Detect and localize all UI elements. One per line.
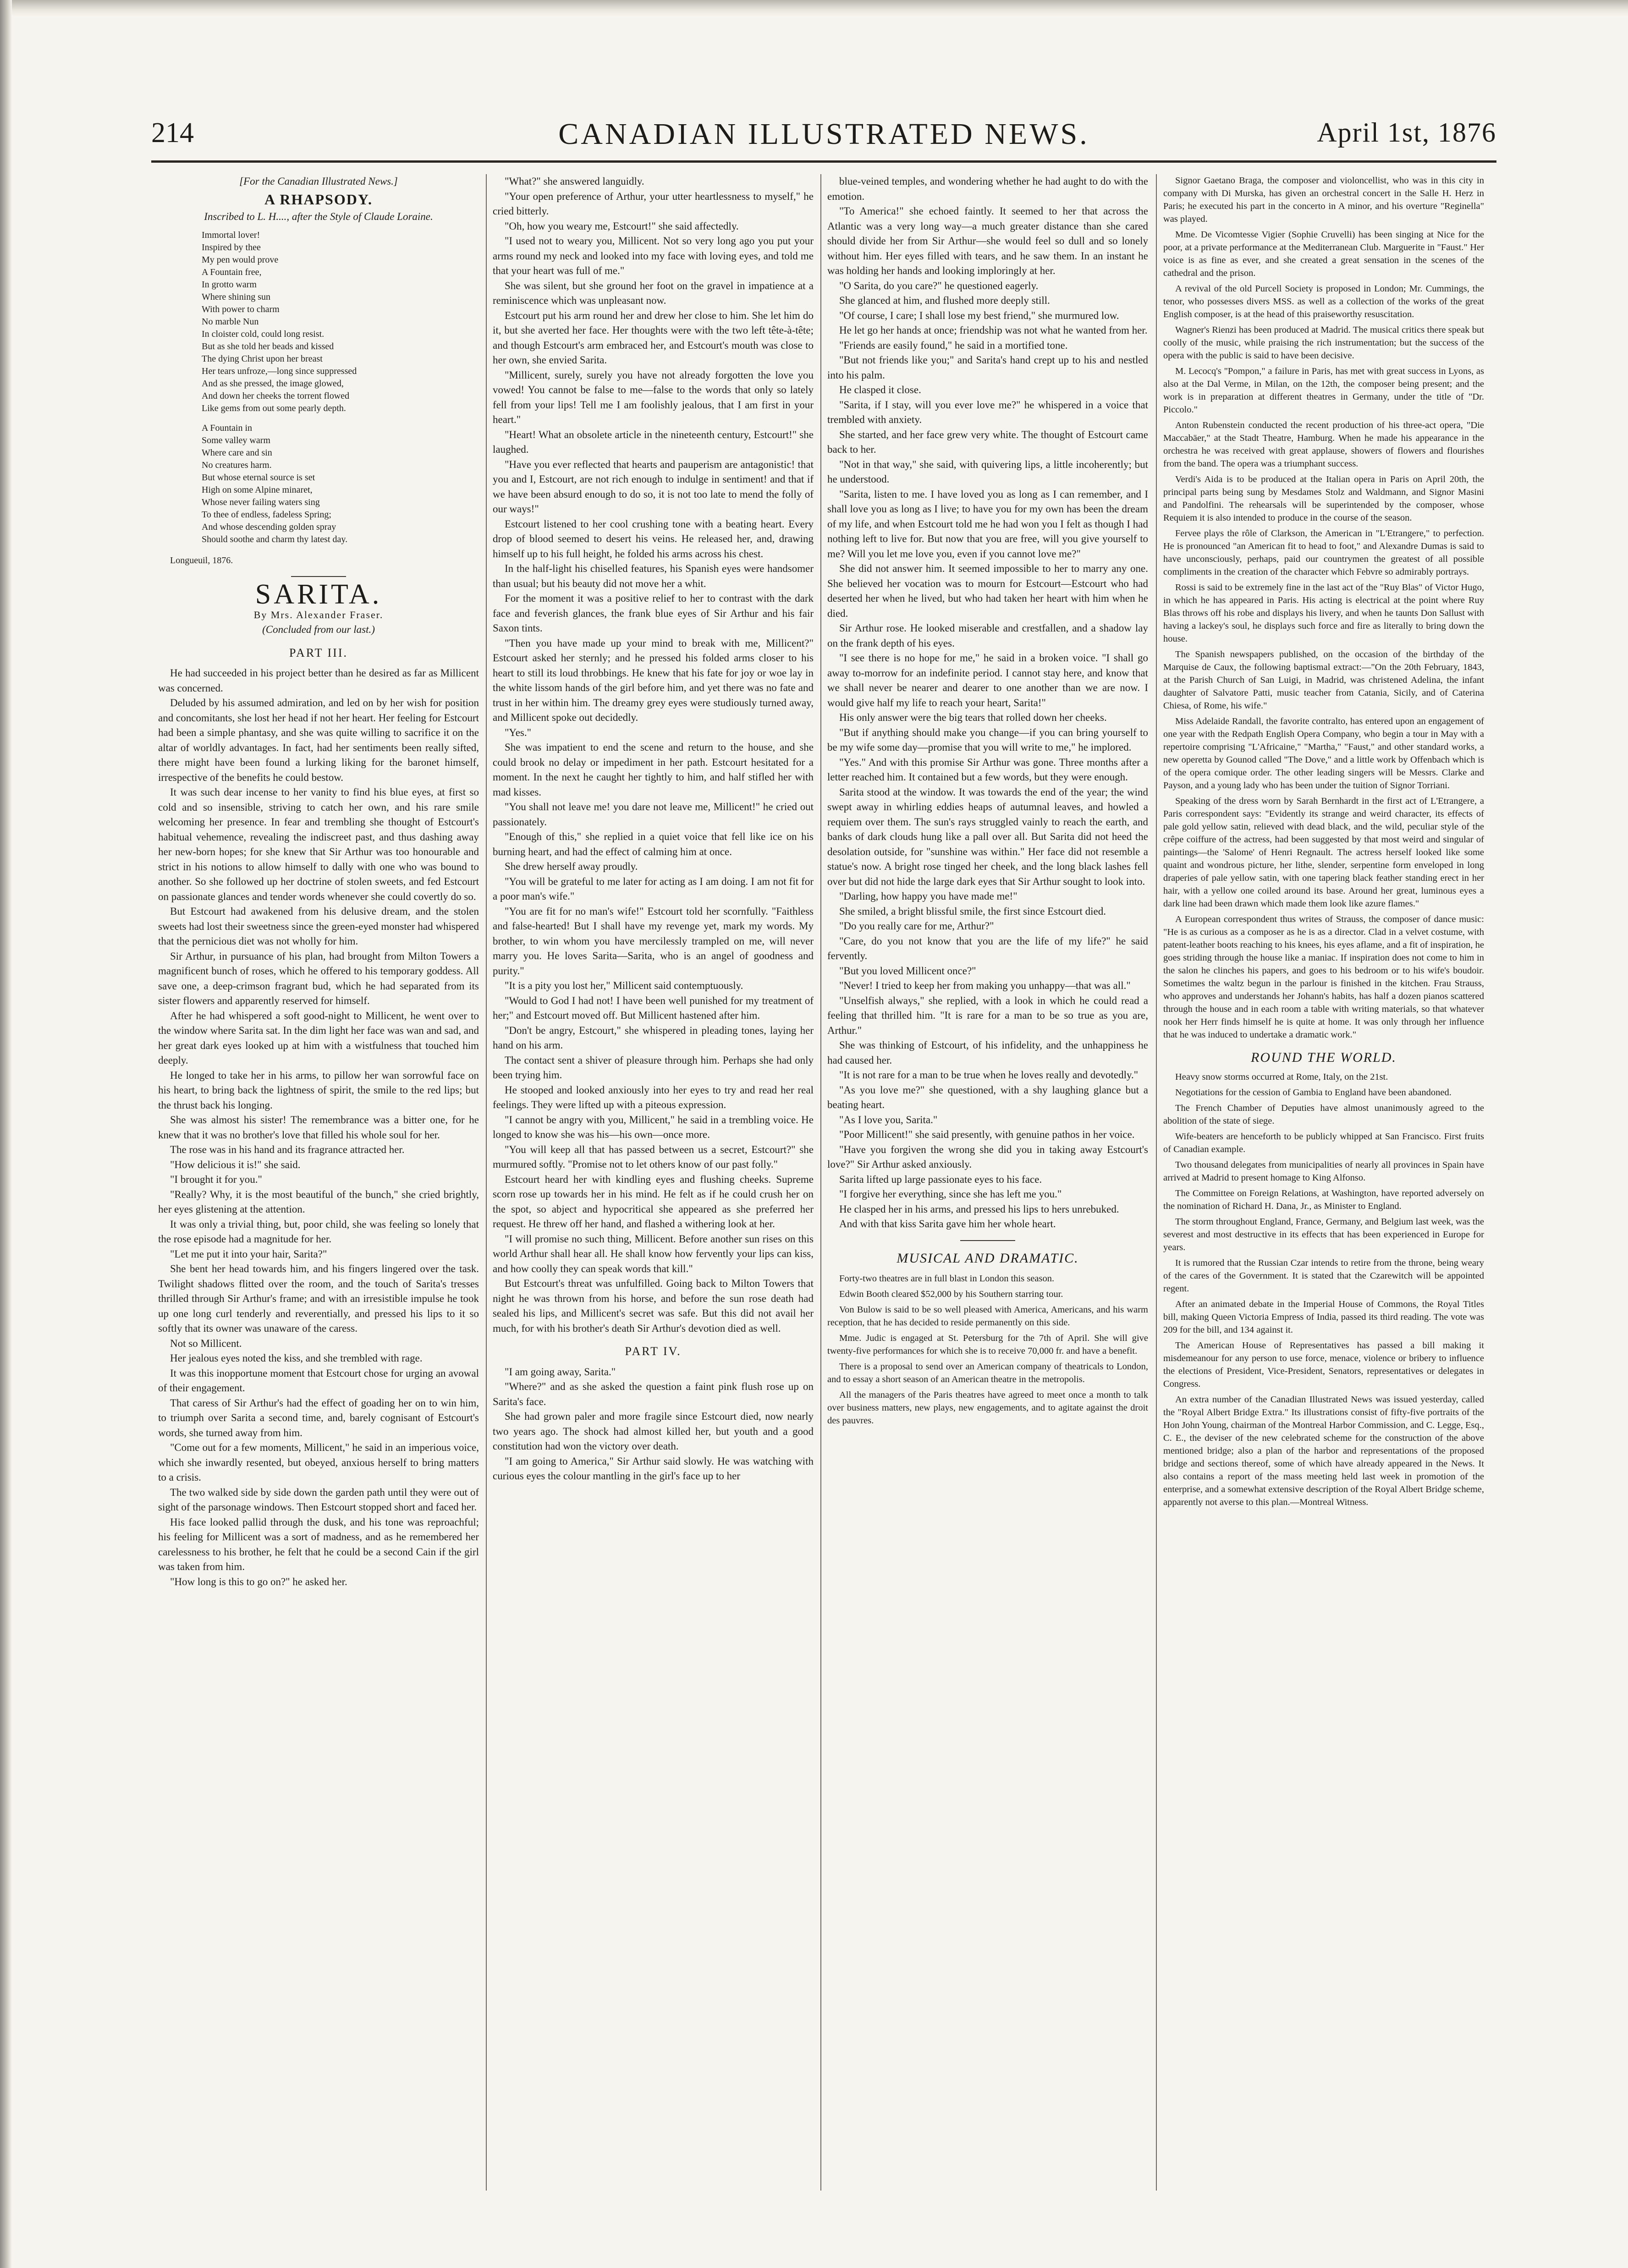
news-item: The Committee on Foreign Relations, at Washington, have reported adversely on the nomination of Richard H. Dana, Jr., as Minister to England. (1163, 1188, 1484, 1211)
paragraph: She was almost his sister! The remembrance was a bitter one, for he knew that it was no brother's love that filled his whole soul for her. (158, 1114, 479, 1141)
paragraph: Her jealous eyes noted the kiss, and she trembled with rage. (170, 1352, 423, 1364)
paragraph: "You will keep all that has passed between us a secret, Estcourt?" she murmured softly. "Promise not to let others know of our past folly." (493, 1143, 814, 1170)
paragraph: He longed to take her in his arms, to pillow her wan sorrowful face on his heart, to bring back the lightness of spirit, the smile to the red lips; but the thrust back his longing. (158, 1069, 479, 1111)
poem-line: Whose never failing waters sing (202, 497, 320, 507)
musical-notes (827, 1272, 1148, 1427)
paragraph: "Have you ever reflected that hearts and pauperism are antagonistic! that you and I, Estcourt, are not rich enough to indulge in sentiment! and that if we have been absurd enough to do so, it is not too late to mend the folly of our ways!" (493, 458, 814, 515)
paragraph: His only answer were the big tears that rolled down her cheeks. (839, 712, 1107, 723)
paragraph: "You are fit for no man's wife!" Estcourt told her scornfully. "Faithless and false-hearted! But I shall have my revenge yet, mark my words. My brother, to win whom you have mercilessly trampled on me, will never marry you. He loves Sarita—Sarita, who is an angel of goodness and purity." (493, 905, 814, 977)
poem-line: Inspired by thee (202, 242, 261, 253)
poem-line: But whose eternal source is set (202, 472, 315, 483)
scan-edge-left (0, 0, 12, 2268)
separator (960, 1240, 1015, 1241)
poem-line: No marble Nun (202, 316, 259, 327)
poem-line: High on some Alpine minaret, (202, 484, 313, 495)
news-item: Negotiations for the cession of Gambia to England have been abandoned. (1175, 1087, 1452, 1098)
paragraph: Sir Arthur rose. He looked miserable and crestfallen, and a shadow lay on the frank depth of his eyes. (827, 622, 1148, 649)
paragraph: Estcourt heard her with kindling eyes and flushing cheeks. Supreme scorn rose up towards her in his mind. He felt as if he could crush her on the spot, so abject and hypocritical she appeared as she preferred her request. He threw off her hand, and flashed a withering look at her. (493, 1173, 814, 1230)
poem-title: A RHAPSODY. (264, 191, 373, 208)
paragraph: She smiled, a bright blissful smile, the first since Estcourt died. (839, 905, 1106, 917)
poem-stanza (202, 229, 479, 415)
poem-line: Should soothe and charm thy latest day. (202, 534, 348, 544)
round-the-world-items (1163, 1071, 1484, 1509)
paragraph: "But if anything should make you change—if you can bring yourself to be my wife some day—promise that you will write to me," he implored. (827, 726, 1148, 753)
paragraph: "Enough of this," she replied in a quiet voice that fell like ice on his burning heart, and had the effect of calming him at once. (493, 831, 814, 857)
paragraph: "As I love you, Sarita." (839, 1114, 938, 1126)
paragraph: In the half-light his chiselled features, his Spanish eyes were handsomer than usual; but his beauty did not move her a whit. (493, 563, 814, 589)
paragraph: "Poor Millicent!" she said presently, with genuine pathos in her voice. (839, 1129, 1135, 1140)
paragraph: His face looked pallid through the dusk, and his tone was reproachful; his feeling for Millicent was a sort of madness, and as he remembered her carelessness to his brother, he felt that he could be a second Cain if the girl was taken from him. (158, 1516, 479, 1572)
paragraph: "Of course, I care; I shall lose my best friend," she murmured low. (839, 309, 1119, 321)
story-continued-note: (Concluded from our last.) (262, 624, 375, 635)
poem-line: The dying Christ upon her breast (202, 353, 323, 364)
paragraph: It was only a trivial thing, but, poor child, she was feeling so lonely that the rose episode had a magnitude for her. (158, 1218, 479, 1245)
poem-line: Some valley warm (202, 435, 270, 445)
column-rule (1156, 174, 1157, 2191)
poem-line: No creatures harm. (202, 460, 272, 470)
poem-line: Like gems from out some pearly depth. (202, 403, 346, 413)
news-item: Fervee plays the rôle of Clarkson, the American in "L'Etrangere," to perfection. He is pronounced "an American fit to head to foot," and Alexandre Dumas is said to have unconsciously, perhaps, paid our countrymen the greatest of all possible compliments in the creation of the character which Febvre so admirably portrays. (1163, 528, 1484, 577)
issue-date: April 1st, 1876 (1317, 117, 1496, 148)
paragraph: "Oh, how you weary me, Estcourt!" she said affectedly. (505, 220, 739, 232)
paragraph: "Heart! What an obsolete article in the nineteenth century, Estcourt!" she laughed. (493, 428, 814, 455)
paragraph: Sarita stood at the window. It was towards the end of the year; the wind swept away in whirling eddies heaps of autumnal leaves, and howled a requiem over them. The sun's rays struggled vainly to reach the earth, and banks of dark clouds hung like a pall over all. But Sarita did not heed the desolation outside, for "sunshine was within." Her face did not resemble a statue's now. A bright rose tinged her cheek, and the long black lashes fell over but did not hide the large dark eyes that Sir Arthur sought to look into. (827, 786, 1148, 887)
paragraph: "Friends are easily found," he said in a mortified tone. (839, 339, 1068, 351)
column-2 (493, 174, 814, 2191)
news-item: Anton Rubenstein conducted the recent production of his three-act opera, "Die Maccabäer," at the Stadt Theatre, Hamburg. When he made his appearance in the orchestra he was received with great applause, showers of flowers and flourishes from the band. The opera was a triumphant success. (1163, 420, 1484, 469)
paragraph: "Come out for a few moments, Millicent," he said in an imperious voice, which she inwardly resented, but obeyed, anxious herself to bring matters to a crisis. (158, 1442, 479, 1483)
paragraph: "Yes." And with this promise Sir Arthur was gone. Three months after a letter reached him. It contained but a few words, but they were enough. (827, 756, 1148, 783)
news-item: An extra number of the Canadian Illustrated News was issued yesterday, called the "Royal Albert Bridge Extra." Its illustrations consist of fifty-five portraits of the Hon John Young, chairman of the Montreal Harbor Commission, and C. Legge, Esq., C. E., the deviser of the new celebrated scheme for the construction of the above mentioned bridge; also a plan of the harbor and representations of the proposed bridge and sections thereof, some of which have already appeared in the News. It also contains a report of the mass meeting held last week in promotion of the enterprise, and a somewhat extensive description of the Royal Albert Bridge scheme, apparently not averse to this plan.—Montreal Witness. (1163, 1395, 1484, 1507)
paragraph: Deluded by his assumed admiration, and led on by her wish for position and concomitants, she lost her head if not her heart. Her feeling for Estcourt had been a simple phantasy, and she was quite willing to sacrifice it on the altar of worldly advantages. In fact, had her sentiments been really sifted, there might have been found a lurking liking for the baronet himself, irrespective of the benefits he could bestow. (158, 697, 479, 783)
paragraph: "Then you have made up your mind to break with me, Millicent?" Estcourt asked her sternly; and he pressed his folded arms closer to his heart to still its loud throbbings. He knew that his fate for joy or woe lay in the white lissom hands of the girl before him, and yet there was no fate and trust in her within him. The dreamy grey eyes were studiously turned away, and Millicent spoke out decidedly. (493, 637, 814, 723)
masthead: CANADIAN ILLUSTRATED NEWS. (558, 117, 1089, 151)
paragraph: "Have you forgiven the wrong she did you in taking away Estcourt's love?" Sir Arthur asked anxiously. (827, 1143, 1148, 1170)
paragraph: She was thinking of Estcourt, of his infidelity, and the unhappiness he had caused her. (827, 1039, 1148, 1066)
paragraph: But Estcourt's threat was unfulfilled. Going back to Milton Towers that night he was thrown from his horse, and before the sun rose death had sealed his lips, and Millicent's secret was safe. But this did not avail her much, for with his brother's death Sir Arthur's devotion died as well. (493, 1278, 814, 1334)
column-1 (158, 174, 479, 2191)
paragraph: "Let me put it into your hair, Sarita?" (170, 1248, 327, 1260)
paragraph: Not so Millicent. (170, 1337, 242, 1349)
news-item: The Spanish newspapers published, on the occasion of the birthday of the Marquise de Caux, the following baptismal extract:—"On the 20th February, 1843, at the Parish Church of San Luigi, in Madrid, was christened Adelina, the infant daughter of Salvatore Patti, music teacher from Catania, Sicily, and of Caterina Chiesa, of Rome, his wife." (1163, 649, 1484, 711)
paragraph: "How long is this to go on?" he asked her. (170, 1576, 347, 1587)
column-rule (486, 174, 487, 2191)
poem-line: To thee of endless, fadeless Spring; (202, 509, 331, 520)
paragraph: "What?" she answered languidly. (505, 176, 644, 187)
story-text (158, 666, 479, 1589)
paragraph: "I used not to weary you, Millicent. Not so very long ago you put your arms round my neck and looked into my face with loving eyes, and told me that your heart was full of me." (493, 235, 814, 276)
poem-body (202, 229, 479, 546)
story-text (493, 174, 814, 1336)
musical-dramatic-heading: MUSICAL AND DRAMATIC. (896, 1250, 1079, 1266)
paragraph: But Estcourt had awakened from his delusive dream, and the stolen sweets had lost their sweetness since the green-eyed monster had whispered that the pernicious diet was not wholly for him. (158, 906, 479, 947)
paragraph: That caress of Sir Arthur's had the effect of goading her on to win him, to triumph over Sarita a second time, and, barely cognisant of Estcourt's words, she turned away from him. (158, 1397, 479, 1439)
story-byline: By Mrs. Alexander Fraser. (253, 609, 384, 621)
paragraph: Sir Arthur, in pursuance of his plan, had brought from Milton Towers a magnificent bunch of roses, which he offered to his temporary goddess. All save one, a deep-crimson fragrant bud, which he had separated from its sister flowers and apparently reserved for himself. (158, 950, 479, 1006)
poem-line: But as she told her beads and kissed (202, 341, 334, 351)
news-item: Mme. De Vicomtesse Vigier (Sophie Cruvelli) has been singing at Nice for the poor, at a private performance at the Mediterranean Club. Marguerite in "Faust." Her voice is as fine as ever, and she created a great sensation in the scenes of the cathedral and the prison. (1163, 230, 1484, 278)
poem-line: In grotto warm (202, 279, 257, 290)
paragraph: "I forgive her everything, since she has left me you." (839, 1188, 1062, 1200)
paragraph: "It is a pity you lost her," Millicent said contemptuously. (505, 980, 743, 991)
page-header (151, 117, 1496, 158)
poem-line: Where care and sin (202, 447, 272, 458)
paragraph: "I cannot be angry with you, Millicent," he said in a trembling voice. He longed to know she was his—his own—once more. (493, 1114, 814, 1140)
paragraph: "O Sarita, do you care?" he questioned eagerly. (839, 280, 1039, 291)
paragraph: "But you loved Millicent once?" (839, 965, 976, 977)
news-item: Edwin Booth cleared $52,000 by his Southern starring tour. (839, 1289, 1063, 1299)
paragraph: And with that kiss Sarita gave him her whole heart. (839, 1218, 1056, 1230)
part-heading: PART III. (289, 646, 348, 659)
scan-edge-top (0, 0, 1628, 16)
paragraph: She was impatient to end the scene and return to the house, and she could brook no delay or impediment in her path. Estcourt hesitated for a moment. In the next he caught her tightly to him, and half stifled her with mad kisses. (493, 741, 814, 798)
poem-line: With power to charm (202, 304, 280, 314)
news-item: The storm throughout England, France, Germany, and Belgium last week, was the severest and most destructive in its effects that has been experienced in Europe for years. (1163, 1217, 1484, 1252)
paragraph: "Care, do you not know that you are the life of my life?" he said fervently. (827, 935, 1148, 961)
story-text (493, 1365, 814, 1484)
news-item: The American House of Representatives has passed a bill making it misdemeanour for any person to use force, menace, violence or bribery to influence the elections of President, Vice-President, Senators, representatives or delegates in Congress. (1163, 1340, 1484, 1389)
news-item: Wagner's Rienzi has been produced at Madrid. The musical critics there speak but coolly of the music, while praising the rich instrumentation; but the success of the opera with the public is said to have been decisive. (1163, 325, 1484, 361)
paragraph: The rose was in his hand and its fragrance attracted her. (170, 1144, 405, 1155)
paragraph: She bent her head towards him, and his fingers lingered over the task. Twilight shadows flitted over the room, and the touch of Sarita's tresses thrilled through Sir Arthur's frame; and with an irresistible impulse he took up one long curl tenderly and reverentially, and pressed his lips to it so softly that its owner was unaware of the caress. (158, 1263, 479, 1334)
news-item: A revival of the old Purcell Society is proposed in London; Mr. Cummings, the tenor, who possesses divers MSS. as well as a collection of the works of the great English composer, is at the head of this praiseworthy resuscitation. (1163, 284, 1484, 319)
paragraph: After he had whispered a soft good-night to Millicent, he went over to the window where Sarita sat. In the dim light her face was wan and sad, and her great dark eyes looked up at him with a wistfulness that touched him deeply. (158, 1010, 479, 1066)
poem-line: Immortal lover! (202, 230, 260, 240)
news-item: Heavy snow storms occurred at Rome, Italy, on the 21st. (1175, 1072, 1388, 1082)
news-item: Two thousand delegates from municipalities of nearly all provinces in Spain have arrived at Madrid to present homage to King Alfonso. (1163, 1160, 1484, 1183)
story-text (827, 174, 1148, 1232)
poem-line: A Fountain in (202, 423, 253, 433)
paragraph: "Don't be angry, Estcourt," she whispered in pleading tones, laying her hand on his arm. (493, 1024, 814, 1051)
paragraph: "I brought it for you." (170, 1174, 262, 1185)
paragraph: "Not in that way," she said, with quivering lips, a little incoherently; but he understood. (827, 458, 1148, 485)
news-item: Forty-two theatres are in full blast in London this season. (839, 1274, 1055, 1284)
poem-line: A Fountain free, (202, 267, 262, 277)
poem-stanza (202, 422, 479, 546)
musical-notes (1163, 174, 1484, 1041)
column-4 (1163, 174, 1484, 2191)
part-heading: PART IV. (625, 1345, 682, 1358)
paragraph: "Where?" and as she asked the question a faint pink flush rose up on Sarita's face. (493, 1381, 814, 1407)
paragraph: "Never! I tried to keep her from making you unhappy—that was all." (839, 980, 1131, 991)
separator (291, 576, 346, 577)
paragraph: Sarita lifted up large passionate eyes to his face. (839, 1173, 1042, 1185)
poem-line: And as she pressed, the image glowed, (202, 378, 344, 389)
paragraph: "Do you really care for me, Arthur?" (839, 920, 994, 932)
paragraph: He stooped and looked anxiously into her eyes to try and read her real feelings. They were lifted up with a piteous expression. (493, 1084, 814, 1110)
paragraph: "Would to God I had not! I have been well punished for my treatment of her;" and Estcourt moved off. But Millicent hastened after him. (493, 994, 814, 1021)
news-item: There is a proposal to send over an American company of theatricals to London, and to essay a short season of an American theatre in the metropolis. (827, 1362, 1148, 1384)
news-item: Speaking of the dress worn by Sarah Bernhardt in the first act of L'Etrangere, a Paris correspondent says: "Evidently its strange and weird character, its effects of pale gold yellow satin, relieved with dead black, and the wild, peculiar style of the crêpe coiffure of the actress, had been suggested by that most weird and singular of paintings—the 'Salome' of Henri Regnault. The actress herself looked like some quaint and wondrous picture, her lithe, slender, serpentine form enveloped in long draperies of pale yellow satin, with one tapering black feather standing erect in her hair, with a yellow one coiled around its base. Around her great, luminous eyes a dark line had been drawn which made them look like azure flames." (1163, 796, 1484, 909)
round-the-world-heading: ROUND THE WORLD. (1251, 1050, 1397, 1065)
news-item: Von Bulow is said to be so well pleased with America, Americans, and his warm reception, that he has decided to reside permanently on this side. (827, 1305, 1148, 1328)
paragraph: "Sarita, if I stay, will you ever love me?" he whispered in a voice that trembled with anxiety. (827, 399, 1148, 425)
poem-line: In cloister cold, could long resist. (202, 329, 324, 339)
paragraph: "You will be grateful to me later for acting as I am doing. I am not fit for a poor man's wife." (493, 875, 814, 902)
paragraph: She drew herself away proudly. (505, 861, 638, 872)
news-item: Verdi's Aida is to be produced at the Italian opera in Paris on April 20th, the principal parts being sung by Mesdames Stolz and Waldmann, and Signor Masini and Pandolfini. The rehearsals will be superintended by the composer, whose Requiem it is also intended to produce in the course of the season. (1163, 474, 1484, 523)
paragraph: The contact sent a shiver of pleasure through him. Perhaps she had only been trying him. (493, 1054, 814, 1081)
paragraph: "Really? Why, it is the most beautiful of the bunch," she cried brightly, her eyes glistening at the attention. (158, 1188, 479, 1215)
news-item: The French Chamber of Deputies have almost unanimously agreed to the abolition of the state of siege. (1163, 1103, 1484, 1126)
paragraph: "Yes." (505, 726, 531, 738)
news-item: Signor Gaetano Braga, the composer and violoncellist, who was in this city in company with Di Murska, has given an orchestral concert in the Salle H. Herz in Paris; he executed his part in the concerto in A minor, and his overture "Reginella" was played. (1163, 176, 1484, 224)
paragraph: She glanced at him, and flushed more deeply still. (839, 295, 1050, 306)
news-item: Mme. Judic is engaged at St. Petersburg for the 7th of April. She will give twenty-five performances for which she is to receive 70,000 fr. and have a benefit. (827, 1333, 1148, 1356)
paragraph: It was such dear incense to her vanity to find his blue eyes, at first so cold and so insensible, striving to catch her own, and his rare smile welcoming her presence. In fear and trembling she thought of Estcourt's habitual vehemence, revealing the indiscreet past, and thus dashing away her new-born hopes; for she knew that Sir Arthur was too honourable and strict in his notions to allow himself to dally with one who was bound to another. So she followed up her doctrine of stolen sweets, and fed Estcourt on passionate glances and tender words whenever she could covertly do so. (158, 786, 479, 902)
news-item: Wife-beaters are henceforth to be publicly whipped at San Francisco. First fruits of Canadian example. (1163, 1131, 1484, 1154)
paragraph: For the moment it was a positive relief to her to contrast with the dark face and feverish glances, the frank blue eyes of Sir Arthur and his fair Saxon tints. (493, 593, 814, 634)
column-rule (820, 174, 821, 2191)
paragraph: She was silent, but she ground her foot on the gravel in impatience at a reminiscence which was unpleasant now. (493, 280, 814, 306)
header-rule (151, 160, 1496, 163)
poem-dateline: Longueuil, 1876. (170, 555, 233, 566)
paragraph: "Sarita, listen to me. I have loved you as long as I can remember, and I shall love you as long as I live; to have you for my own has been the dream of my life, and when Estcourt told me he had won you I felt as though I had nothing left to live for. But now that you are free, will you give yourself to me? Will you let me love you, even if you cannot love me?" (827, 488, 1148, 560)
paragraph: blue-veined temples, and wondering whether he had aught to do with the emotion. (827, 176, 1148, 202)
news-item: Miss Adelaide Randall, the favorite contralto, has entered upon an engagement of one year with the Redpath English Opera Company, who begin a tour in May with a repertoire comprising "L'Africaine," "Martha," "Faust," and other standard works, a new operetta by Gounod called "The Dove," and a little work by Offenbach which is of the opera comique order. The other leading singers will be Messrs. Clarke and Payson, and a young lady who has been under the tuition of Signor Torriani. (1163, 716, 1484, 791)
news-item: M. Lecocq's "Pompon," a failure in Paris, has met with great success in Lyons, as also at the Dal Verme, in Milan, on the 12th, the composer being present; and the work is in preparation at different theatres in Germany, under the title of "Dr. Piccolo." (1163, 366, 1484, 415)
paragraph: "To America!" she echoed faintly. It seemed to her that across the Atlantic was a very long way—a much greater distance than she cared should divide her from Sir Arthur—she would feel so dull and so lonely without him. Her eyes filled with tears, and he saw them. In an instant he was holding her hands and looking imploringly at her. (827, 205, 1148, 276)
paragraph: "You shall not leave me! you dare not leave me, Millicent!" he cried out passionately. (493, 801, 814, 828)
news-item: It is rumored that the Russian Czar intends to retire from the throne, being weary of the cares of the Government. It is stated that the Czarewitch will be appointed regent. (1163, 1258, 1484, 1294)
paragraph: "Unselfish always," she replied, with a look in which he could read a feeling that thrilled him. "It is rare for a man to be so true as you are, Arthur." (827, 994, 1148, 1036)
paragraph: "Millicent, surely, surely you have not already forgotten the love you vowed! You cannot be false to me—false to the words that only so lately fell from your lips! Tell me I am foolishly jealous, that I am first in your heart." (493, 369, 814, 425)
paragraph: She did not answer him. It seemed impossible to her to marry any one. She believed her vocation was to mourn for Estcourt—Estcourt who had deserted her when he lived, but who had taken her heart with him when he died. (827, 563, 1148, 619)
column-3 (827, 174, 1148, 2191)
paragraph: It was this inopportune moment that Estcourt chose for urging an avowal of their engagement. (158, 1367, 479, 1394)
poem-line: And down her cheeks the torrent flowed (202, 390, 350, 401)
paragraph: "How delicious it is!" she said. (170, 1159, 301, 1170)
poem-line: And whose descending golden spray (202, 522, 336, 532)
poem-line: Her tears unfroze,—long since suppressed (202, 366, 357, 376)
paragraph: Estcourt listened to her cool crushing tone with a beating heart. Every drop of blood seemed to desert his veins. He released her, and, drawing himself up to his full height, he folded his arms across his chest. (493, 518, 814, 560)
paragraph: He had succeeded in his project better than he desired as far as Millicent was concerned. (158, 667, 479, 694)
paragraph: He clasped her in his arms, and pressed his lips to hers unrebuked. (839, 1203, 1119, 1215)
paragraph: She had grown paler and more fragile since Estcourt died, now nearly two years ago. The shock had almost killed her, but youth and a good constitution had won the victory over death. (493, 1411, 814, 1452)
paragraph: "I will promise no such thing, Millicent. Before another sun rises on this world Arthur shall hear all. He shall know how fervently your lips can kiss, and how coolly they can speak words that kill." (493, 1233, 814, 1274)
story-title: SARITA. (255, 579, 382, 610)
page-number: 214 (151, 117, 194, 148)
paragraph: "As you love me?" she questioned, with a shy laughing glance but a beating heart. (827, 1084, 1148, 1110)
news-item: All the managers of the Paris theatres have agreed to meet once a month to talk over business matters, new plays, new engagements, and to agitate against the droit des pauvres. (827, 1390, 1148, 1426)
paragraph: "I see there is no hope for me," he said in a broken voice. "I shall go away to-morrow for an indefinite period. I cannot stay here, and know that we shall never be nearer and dearer to one another than we are now. I would give half my life to reach your heart, Sarita!" (827, 652, 1148, 708)
paragraph: "Your open preference of Arthur, your utter heartlessness to myself," he cried bitterly. (493, 190, 814, 217)
poem-attribution: [For the Canadian Illustrated News.] (239, 176, 398, 187)
news-item: A European correspondent thus writes of Strauss, the composer of dance music: "He is as curious as a composer as he is as a director. Clad in a velvet costume, with patent-leather boots reaching to his knees, his eyes aflame, and a fit of inspiration, he goes striding through the house like a maniac. If inspiration does not come to him in the salon he clinches his papers, and goes to his bedroom or to his wife's boudoir. Sometimes the waltz begun in the parlour is finished in the kitchen. Frau Strauss, who approves and understands her Johann's habits, has half a dozen pianos scattered through the house and in each room a table with writing materials, so that whatever nook her Herr finds himself he is quite at home. It was only through her influence that he was induced to undertake a dramatic work." (1163, 914, 1484, 1040)
poem-line: Where shining sun (202, 291, 270, 302)
paragraph: He clasped it close. (839, 384, 921, 395)
paragraph: "Darling, how happy you have made me!" (839, 890, 1018, 902)
paragraph: He let go her hands at once; friendship was not what he wanted from her. (839, 324, 1148, 336)
paragraph: "I am going to America," Sir Arthur said slowly. He was watching with curious eyes the colour mantling in the girl's face up to her (493, 1455, 814, 1482)
paragraph: "It is not rare for a man to be true when he loves really and devotedly." (839, 1069, 1138, 1081)
paragraph: Estcourt put his arm round her and drew her close to him. She let him do it, but she averted her face. Her thoughts were with the two left tête-à-tête; and though Estcourt's arm embraced her, and Estcourt's mouth was close to her own, she envied Sarita. (493, 309, 814, 366)
poem-line: My pen would prove (202, 254, 279, 265)
poem-subtitle: Inscribed to L. H...., after the Style of Claude Loraine. (204, 211, 433, 222)
paragraph: "But not friends like you;" and Sarita's hand crept up to his and nestled into his palm. (827, 354, 1148, 381)
news-item: Rossi is said to be extremely fine in the last act of the "Ruy Blas" of Victor Hugo, in which he has appeared in Paris. His acting is electrical at the point where Ruy Blas throws off his robe and displays his livery, and when he taunts Don Sallust with having a lackey's soul, he displays such force and fire as literally to bring down the house. (1163, 582, 1484, 644)
news-item: After an animated debate in the Imperial House of Commons, the Royal Titles bill, making Queen Victoria Empress of India, passed its third reading. The vote was 209 for the bill, and 134 against it. (1163, 1299, 1484, 1335)
paragraph: The two walked side by side down the garden path until they were out of sight of the parsonage windows. Then Estcourt stopped short and faced her. (158, 1486, 479, 1513)
paragraph: "I am going away, Sarita." (505, 1366, 616, 1378)
paragraph: She started, and her face grew very white. The thought of Estcourt came back to her. (827, 428, 1148, 455)
